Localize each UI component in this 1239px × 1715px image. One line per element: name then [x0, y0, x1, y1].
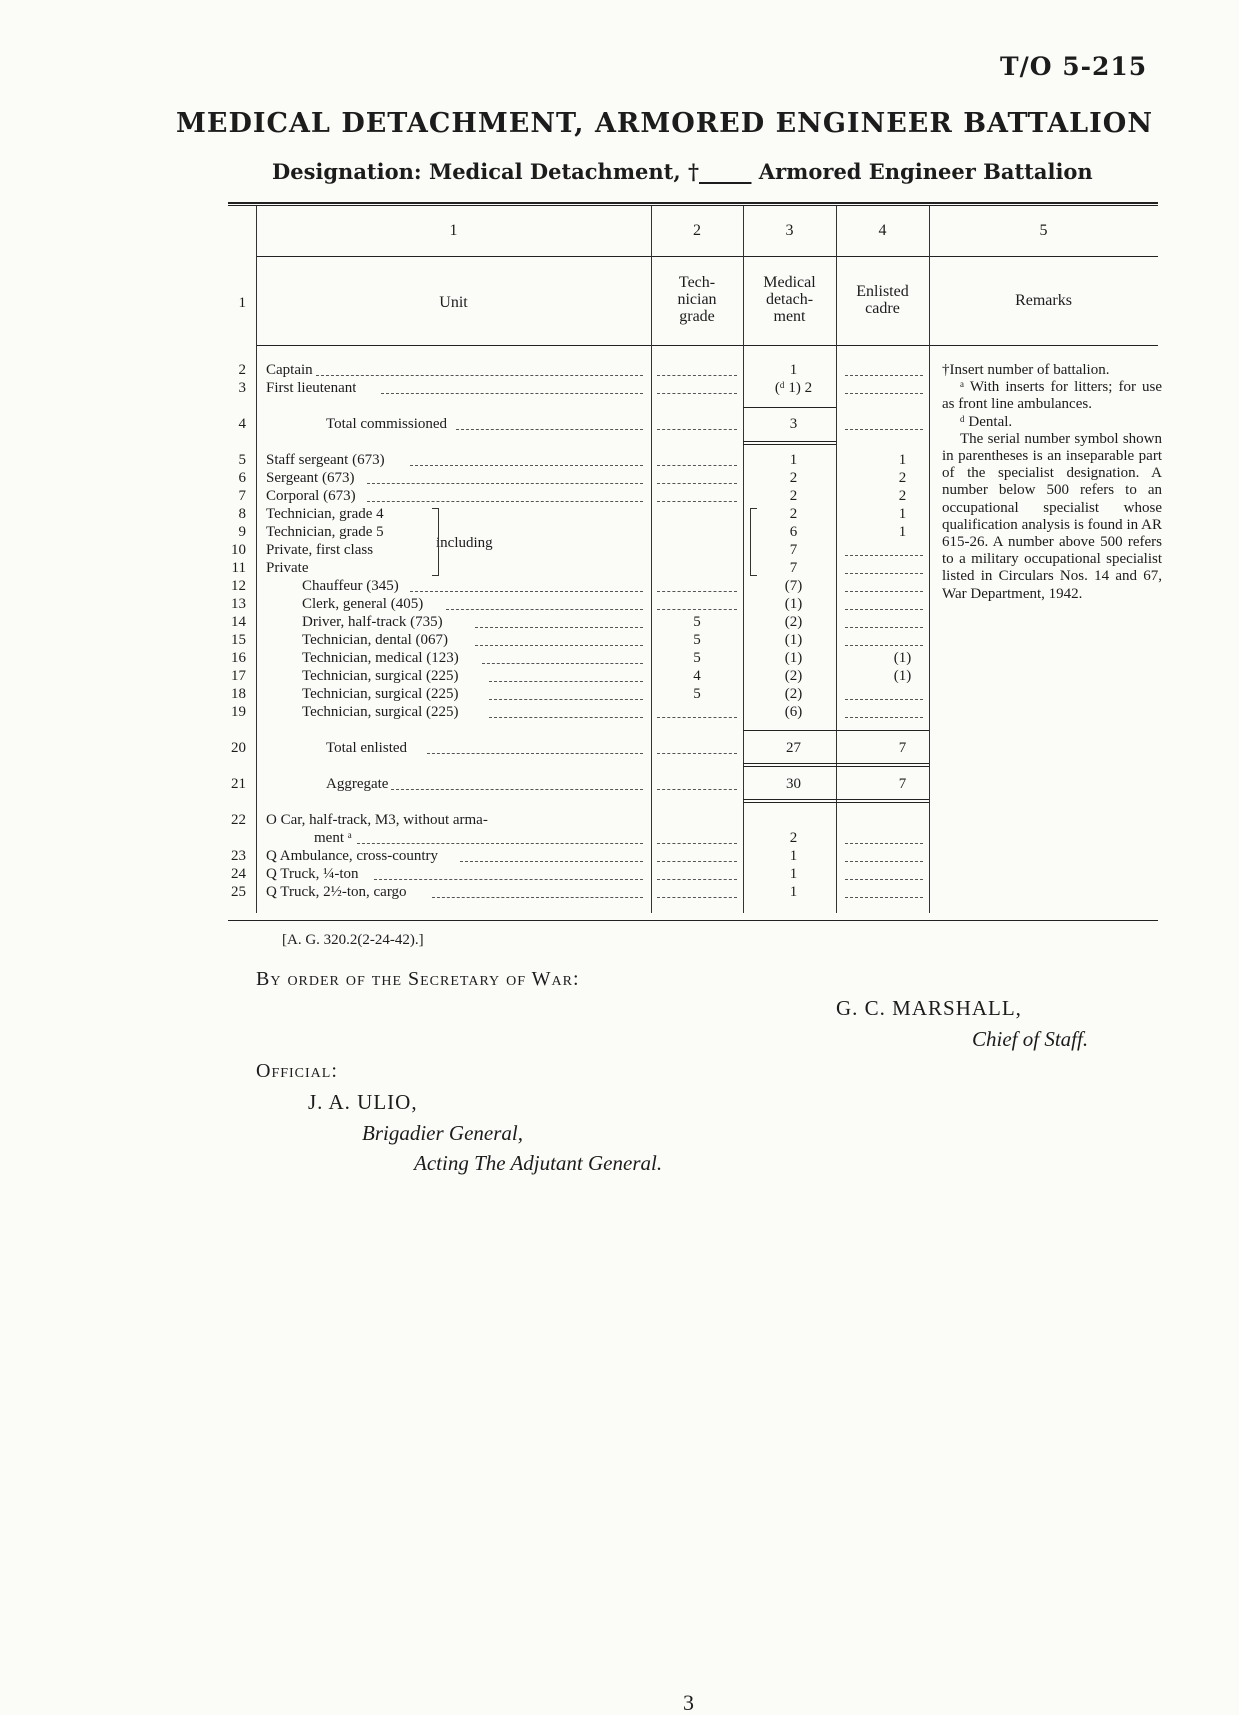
unit-label: Private: [266, 560, 309, 576]
leader-dots: [446, 609, 643, 610]
medical-detachment-cell: 1: [789, 452, 798, 468]
empty-cell-dash: [657, 393, 737, 394]
row-number: 11: [231, 560, 246, 576]
empty-cell-dash: [845, 717, 923, 718]
technician-grade-cell: 5: [693, 614, 701, 630]
enlisted-cadre-cell: 1: [898, 524, 907, 540]
unit-label: ment ᵃ: [314, 830, 352, 846]
enlisted-cadre-cell: 1: [898, 506, 907, 522]
leader-dots: [475, 645, 643, 646]
empty-cell-dash: [657, 843, 737, 844]
remark-dagger: †Insert number of battalion.: [942, 362, 1110, 378]
leader-dots: [489, 681, 643, 682]
leader-dots: [456, 429, 643, 430]
empty-cell-dash: [657, 591, 737, 592]
medical-detachment-cell: 2: [789, 830, 798, 846]
col-number-4: 4: [878, 222, 887, 239]
empty-cell-dash: [657, 483, 737, 484]
unit-label: Total enlisted: [326, 740, 408, 756]
medical-detachment-cell: (2): [784, 686, 803, 702]
enlisted-cadre-cell: 7: [898, 740, 907, 756]
medical-detachment-cell: 1: [789, 848, 798, 864]
leader-dots: [391, 789, 643, 790]
unit-label: Q Truck, ¼-ton: [266, 866, 359, 882]
empty-cell-dash: [845, 897, 923, 898]
row-number: 16: [231, 650, 246, 666]
enlisted-cadre-cell: (1): [893, 668, 912, 684]
medical-detachment-cell: 7: [789, 560, 798, 576]
official-title: Acting The Adjutant General.: [414, 1151, 663, 1175]
leader-dots: [475, 627, 643, 628]
remark-a: ᵃ With inserts for litters; for use as front line ambulances.: [942, 379, 1162, 413]
empty-cell-dash: [657, 375, 737, 376]
header-row-number: 1: [238, 295, 246, 311]
empty-cell-dash: [845, 375, 923, 376]
medical-detachment-cell: 27: [786, 740, 801, 756]
medical-detachment-cell: 2: [789, 488, 798, 504]
empty-cell-dash: [657, 879, 737, 880]
technician-grade-cell: 5: [693, 686, 701, 702]
unit-label: Driver, half-track (735): [302, 614, 443, 630]
page-title: MEDICAL DETACHMENT, ARMORED ENGINEER BATTALION: [175, 108, 1153, 139]
medical-detachment-cell: (1): [784, 596, 803, 612]
empty-cell-dash: [845, 609, 923, 610]
leader-dots: [374, 879, 643, 880]
row-number: 5: [238, 452, 246, 468]
header-unit: Unit: [439, 294, 468, 311]
row-number: 19: [231, 704, 246, 720]
official-rank: Brigadier General,: [362, 1121, 523, 1145]
empty-cell-dash: [657, 753, 737, 754]
row-number: 25: [231, 884, 246, 900]
row-number: 12: [231, 578, 246, 594]
row-number: 18: [231, 686, 246, 702]
unit-label: Technician, surgical (225): [302, 668, 459, 684]
empty-cell-dash: [845, 573, 923, 574]
enlisted-cadre-cell: 2: [898, 470, 907, 486]
empty-cell-dash: [657, 861, 737, 862]
unit-label: Staff sergeant (673): [266, 452, 385, 468]
col-number-1: 1: [449, 222, 458, 239]
unit-label: Technician, grade 5: [266, 524, 384, 540]
row-number: 24: [231, 866, 246, 882]
leader-dots: [432, 897, 643, 898]
leader-dots: [482, 663, 643, 664]
empty-cell-dash: [845, 627, 923, 628]
medical-detachment-cell: 6: [789, 524, 798, 540]
row-number: 21: [231, 776, 246, 792]
empty-cell-dash: [845, 591, 923, 592]
medical-detachment-cell: (ᵈ 1) 2: [774, 380, 813, 396]
unit-label: Technician, surgical (225): [302, 704, 459, 720]
unit-label: Technician, surgical (225): [302, 686, 459, 702]
leader-dots: [410, 465, 643, 466]
official-label: Official:: [256, 1060, 338, 1082]
empty-cell-dash: [657, 465, 737, 466]
medical-detachment-cell: 3: [789, 416, 798, 432]
leader-dots: [381, 393, 643, 394]
row-number: 14: [231, 614, 246, 630]
medical-detachment-cell: (7): [784, 578, 803, 594]
unit-label: Chauffeur (345): [302, 578, 399, 594]
left-bracket: [750, 508, 757, 576]
empty-cell-dash: [845, 645, 923, 646]
header-medical-detachment: Medical detach- ment: [763, 274, 816, 325]
row-number: 6: [238, 470, 246, 486]
col-number-5: 5: [1039, 222, 1048, 239]
row-number: 13: [231, 596, 246, 612]
technician-grade-cell: 5: [693, 650, 701, 666]
medical-detachment-cell: 1: [789, 362, 798, 378]
leader-dots: [367, 483, 643, 484]
unit-label: Corporal (673): [266, 488, 356, 504]
remark-d: ᵈ Dental.: [960, 413, 1013, 430]
col-number-2: 2: [693, 222, 701, 239]
enlisted-cadre-cell: 1: [898, 452, 907, 468]
header-technician-grade: Tech- nician grade: [677, 274, 717, 325]
medical-detachment-cell: 1: [789, 866, 798, 882]
leader-dots: [460, 861, 643, 862]
enlisted-cadre-cell: (1): [893, 650, 912, 666]
unit-label: Aggregate: [326, 776, 389, 792]
row-number: 3: [238, 380, 246, 396]
col-number-3: 3: [785, 222, 794, 239]
empty-cell-dash: [657, 501, 737, 502]
leader-dots: [489, 717, 643, 718]
empty-cell-dash: [845, 843, 923, 844]
header-enlisted-cadre: Enlisted cadre: [856, 283, 909, 317]
including-label: including: [436, 535, 493, 551]
signer-title: Chief of Staff.: [972, 1027, 1089, 1051]
row-number: 20: [231, 740, 246, 756]
medical-detachment-cell: 30: [786, 776, 801, 792]
leader-dots: [410, 591, 643, 592]
medical-detachment-cell: (2): [784, 614, 803, 630]
unit-label: Captain: [266, 362, 313, 378]
row-number: 22: [231, 812, 246, 828]
document-number: T/O 5-215: [1000, 52, 1148, 81]
row-number: 9: [238, 524, 246, 540]
right-bracket: [432, 508, 439, 576]
unit-label: Technician, dental (067): [302, 632, 448, 648]
empty-cell-dash: [845, 699, 923, 700]
remarks-text: [942, 362, 1162, 603]
row-number: 7: [238, 488, 246, 504]
medical-detachment-cell: 2: [789, 506, 798, 522]
unit-label: Q Ambulance, cross-country: [266, 848, 439, 864]
ag-reference: [A. G. 320.2(2-24-42).]: [282, 932, 424, 948]
unit-label: First lieutenant: [266, 380, 357, 396]
empty-cell-dash: [657, 429, 737, 430]
row-number: 23: [231, 848, 246, 864]
remark-serial-number: The serial number symbol shown in parentheses is an inseparable part of the specialist designation. A number below 500 refers to an occupational specialist whose qualification analysis is found in AR 615-26. A number above 500 refers to a military occupational specialist listed in Circulars Nos. 14 and 67, War Department, 1942.: [942, 430, 1162, 602]
unit-label: Total commissioned: [326, 416, 448, 432]
empty-cell-dash: [657, 897, 737, 898]
page-number: 3: [683, 1690, 694, 1715]
row-number: 2: [238, 362, 246, 378]
unit-label: O Car, half-track, M3, without arma-: [266, 812, 488, 828]
unit-label: Sergeant (673): [266, 470, 355, 486]
designation-line: Designation: Medical Detachment, †_____ Armored Engineer Battalion: [272, 159, 1093, 184]
unit-label: Q Truck, 2½-ton, cargo: [266, 884, 407, 900]
row-number: 17: [231, 668, 246, 684]
unit-label: Technician, medical (123): [302, 650, 459, 666]
empty-cell-dash: [657, 717, 737, 718]
empty-cell-dash: [657, 609, 737, 610]
empty-cell-dash: [845, 429, 923, 430]
leader-dots: [316, 375, 643, 376]
medical-detachment-cell: 2: [789, 470, 798, 486]
empty-cell-dash: [845, 861, 923, 862]
medical-detachment-cell: (1): [784, 632, 803, 648]
empty-cell-dash: [845, 555, 923, 556]
row-number: 15: [231, 632, 246, 648]
medical-detachment-cell: 7: [789, 542, 798, 558]
medical-detachment-cell: 1: [789, 884, 798, 900]
technician-grade-cell: 4: [693, 668, 701, 684]
official-name: J. A. ULIO,: [308, 1090, 418, 1114]
row-number: 10: [231, 542, 246, 558]
empty-cell-dash: [657, 789, 737, 790]
by-order-line: By order of the Secretary of War:: [256, 968, 580, 990]
row-number: 4: [238, 416, 246, 432]
medical-detachment-cell: (2): [784, 668, 803, 684]
leader-dots: [357, 843, 643, 844]
leader-dots: [427, 753, 643, 754]
enlisted-cadre-cell: 2: [898, 488, 907, 504]
technician-grade-cell: 5: [693, 632, 701, 648]
medical-detachment-cell: (1): [784, 650, 803, 666]
signer-name: G. C. MARSHALL,: [836, 996, 1022, 1020]
unit-label: Clerk, general (405): [302, 596, 424, 612]
row-number: 8: [238, 506, 246, 522]
unit-label: Private, first class: [266, 542, 374, 558]
empty-cell-dash: [845, 393, 923, 394]
medical-detachment-cell: (6): [784, 704, 803, 720]
enlisted-cadre-cell: 7: [898, 776, 907, 792]
empty-cell-dash: [845, 879, 923, 880]
unit-label: Technician, grade 4: [266, 506, 384, 522]
header-remarks: Remarks: [1015, 292, 1072, 309]
leader-dots: [489, 699, 643, 700]
leader-dots: [367, 501, 643, 502]
